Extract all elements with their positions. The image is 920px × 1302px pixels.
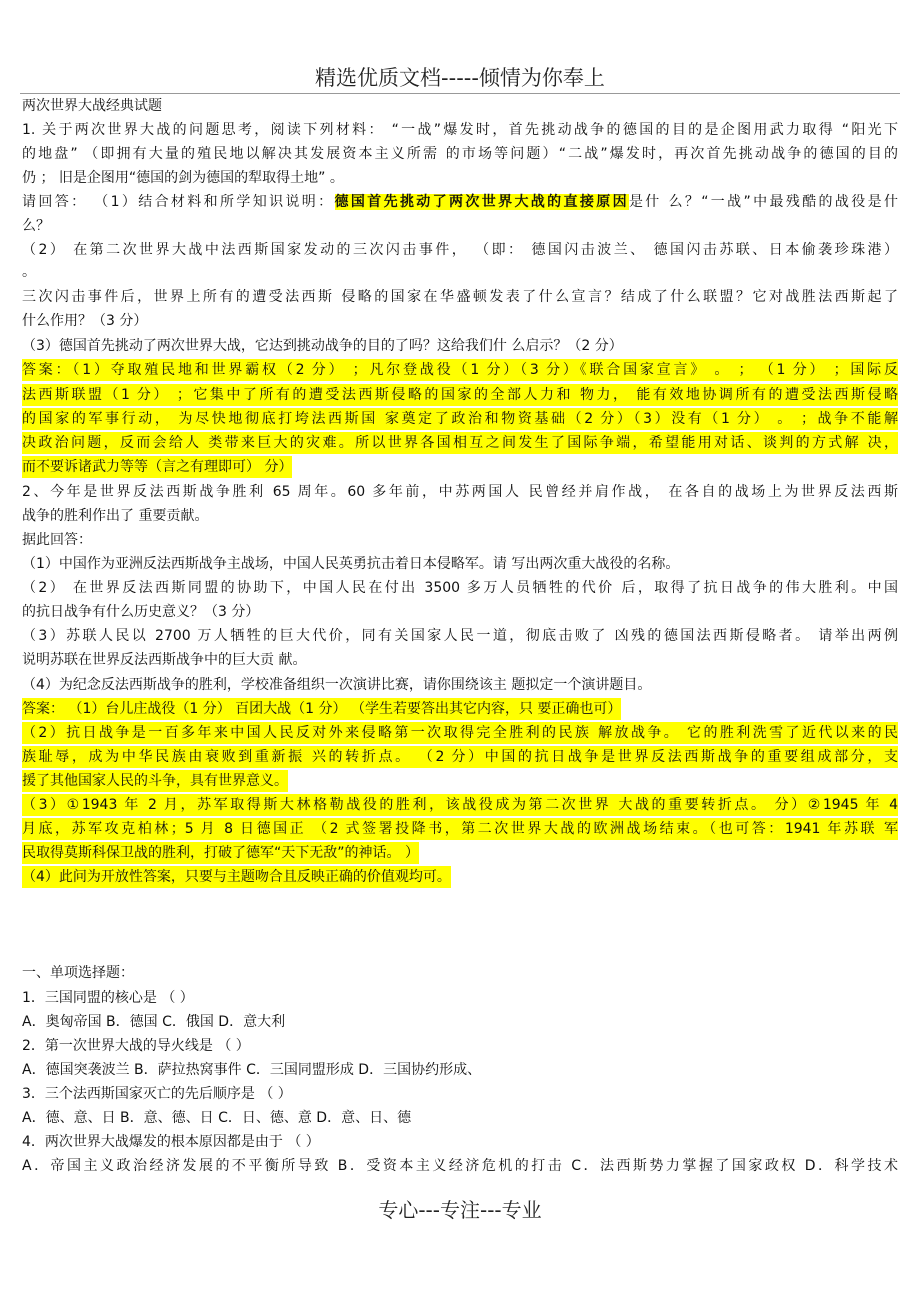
answer-line bbox=[22, 384, 898, 406]
line-text: 1. 关于两次世界大战的问题思考，阅读下列材料： “一战”爆发时，首先挑动战争的德国的目的是企图用武力取得 “阳光下 bbox=[22, 122, 898, 138]
text-line bbox=[22, 286, 898, 308]
text-line bbox=[22, 261, 36, 283]
text-line bbox=[22, 215, 50, 237]
line-text: 2、今年是世界反法西斯战争胜利 65 周年。60 多年前，中苏两国人 民曾经并肩作战， 在各自的战场上为世界反法西斯 bbox=[22, 484, 898, 500]
text-line bbox=[22, 674, 651, 696]
answer-line bbox=[22, 746, 898, 768]
line-text: （3）苏联人民以 2700 万人牺牲的巨大代价，同有关国家人民一道，彻底击败了 凶残的德国法西斯侵略者。 请举出两例 bbox=[22, 628, 898, 644]
answer-line bbox=[22, 866, 451, 888]
text-line bbox=[22, 553, 679, 575]
text-line bbox=[22, 1083, 292, 1105]
line-text: （4）为纪念反法西斯战争的胜利，学校准备组织一次演讲比赛，请你围绕该主 题拟定一个演讲题目。 bbox=[22, 677, 652, 693]
answer-line bbox=[22, 722, 898, 744]
text-line bbox=[22, 601, 259, 623]
line-text: 族耻辱，成为中华民族由衰败到重新振 兴的转折点。 （2 分）中国的抗日战争是世界反法西斯战争的重要组成部分，支 bbox=[22, 749, 898, 765]
line-text: 是什 么？“一战”中最残酷的战役是什 bbox=[628, 194, 898, 210]
line-text: （2）抗日战争是一百多年来中国人民反对外来侵略第一次取得完全胜利的民族 解放战争。 它的胜利洗雪了近代以来的民 bbox=[22, 725, 898, 741]
page-header: 精选优质文档-----倾情为你奉上 bbox=[315, 66, 605, 90]
text-line bbox=[22, 335, 623, 357]
line-text: A．奥匈帝国 B．德国 C．俄国 D．意大利 bbox=[22, 1014, 286, 1030]
line-text: （2） 在第二次世界大战中法西斯国家发动的三次闪击事件， （即： 德国闪击波兰、 德国闪击苏联、日本偷袭珍珠港） bbox=[22, 242, 898, 258]
line-text: 的地盘” （即拥有大量的殖民地以解决其发展资本主义所需 的市场等问题）“二战”爆发时，再次首先挑动战争的德国的目的 bbox=[22, 146, 898, 162]
text-line bbox=[22, 119, 898, 141]
answer-line bbox=[22, 842, 419, 864]
line-text: 三次闪击事件后，世界上所有的遭受法西斯 侵略的国家在华盛顿发表了什么宣言？结成了什么联盟？它对战胜法西斯起了 bbox=[22, 289, 898, 305]
text-line bbox=[22, 1155, 898, 1177]
text-line bbox=[22, 1107, 411, 1129]
answer-line bbox=[22, 432, 898, 454]
line-text: 3．三个法西斯国家灭亡的先后顺序是 （ ） bbox=[22, 1086, 292, 1102]
line-text: 一、单项选择题： bbox=[22, 965, 134, 981]
line-text: 据此回答： bbox=[22, 532, 92, 548]
answer-line bbox=[22, 408, 898, 430]
answer-line bbox=[22, 359, 898, 381]
text-line bbox=[22, 577, 898, 599]
line-text: 答案： （1）台儿庄战役（1 分） 百团大战（1 分） （学生若要答出其它内容，只 要正确也可） bbox=[22, 701, 622, 717]
text-line bbox=[22, 1011, 285, 1033]
answer-line bbox=[22, 456, 292, 478]
line-text: 1．三国同盟的核心是 （ ） bbox=[22, 990, 194, 1006]
text-line bbox=[22, 1035, 250, 1057]
text-line bbox=[22, 1059, 481, 1081]
answer-line bbox=[22, 770, 288, 792]
line-text: （1）中国作为亚洲反法西斯战争主战场，中国人民英勇抗击着日本侵略军。请 写出两次重大战役的名称。 bbox=[22, 556, 680, 572]
line-text: 民取得莫斯科保卫战的胜利，打破了德军“天下无敌”的神话。 ） bbox=[22, 845, 419, 861]
line-text: 。 bbox=[22, 264, 36, 280]
text-line bbox=[22, 95, 162, 117]
line-text: 两次世界大战经典试题 bbox=[22, 98, 162, 114]
line-text: 什么作用？（3 分） bbox=[22, 313, 148, 329]
text-line bbox=[22, 962, 134, 984]
line-text: 的抗日战争有什么历史意义？（3 分） bbox=[22, 604, 260, 620]
line-text: 决政治问题，反而会给人 类带来巨大的灾难。所以世界各国相互之间发生了国际争端，希望能用对话、谈判的方式解 决， bbox=[22, 435, 898, 451]
text-line bbox=[22, 167, 344, 189]
answer-line bbox=[22, 794, 898, 816]
answer-line bbox=[22, 698, 621, 720]
line-text: 说明苏联在世界反法西斯战争中的巨大贡 献。 bbox=[22, 652, 307, 668]
line-text: A．帝国主义政治经济发展的不平衡所导致 B．受资本主义经济危机的打击 C．法西斯势力掌握了国家政权 D．科学技术 bbox=[22, 1158, 898, 1174]
line-text: 战争的胜利作出了 重要贡献。 bbox=[22, 508, 209, 524]
text-line bbox=[22, 239, 898, 261]
text-line bbox=[22, 143, 898, 165]
text-line bbox=[22, 649, 306, 671]
line-text: 法西斯联盟（1 分） ；它集中了所有的遭受法西斯侵略的国家的全部人力和 物力， 能有效地协调所有的遭受法西斯侵略 bbox=[22, 387, 898, 403]
line-text: 的国家的军事行动， 为尽快地彻底打垮法西斯国 家奠定了政治和物资基础（2 分）（3）没有（1 分） 。 ；战争不能解 bbox=[22, 411, 898, 427]
line-text: A．德国突袭波兰 B．萨拉热窝事件 C．三国同盟形成 D．三国协约形成、 bbox=[22, 1062, 482, 1078]
line-text: （3）①1943 年 2 月，苏军取得斯大林格勒战役的胜利，该战役成为第二次世界 大战的重要转折点。 分）②1945 年 4 bbox=[22, 797, 898, 813]
text-line bbox=[22, 505, 208, 527]
answer-line bbox=[22, 818, 898, 840]
text-line bbox=[22, 1131, 320, 1153]
line-text: （2） 在世界反法西斯同盟的协助下，中国人民在付出 3500 多万人员牺牲的代价 后，取得了抗日战争的伟大胜利。中国 bbox=[22, 580, 898, 596]
line-text: 而不要诉诸武力等等（言之有理即可） 分） bbox=[22, 459, 293, 475]
line-text: 4．两次世界大战爆发的根本原因都是由于 （ ） bbox=[22, 1134, 320, 1150]
line-text: A．德、意、日 B．意、德、日 C．日、德、意 D．意、日、德 bbox=[22, 1110, 412, 1126]
line-text: 月底，苏军攻克柏林；5 月 8 日德国正 （2 式签署投降书，第二次世界大战的欧洲战场结束。（也可答：1941 年苏联 军 bbox=[22, 821, 898, 837]
line-text: 仍 ； 旧是企图用“德国的剑为德国的犁取得土地” 。 bbox=[22, 170, 344, 186]
text-line bbox=[22, 191, 898, 213]
text-line bbox=[22, 481, 898, 503]
line-text: 援了其他国家人民的斗争，具有世界意义。 bbox=[22, 773, 288, 789]
line-text: （4）此问为开放性答案，只要与主题吻合且反映正确的价值观均可。 bbox=[22, 869, 451, 885]
text-line bbox=[22, 987, 194, 1009]
header-divider bbox=[20, 93, 900, 94]
line-text: 答案：（1）夺取殖民地和世界霸权（2 分） ；凡尔登战役（1 分）（3 分）《联合国家宣言》 。 ； （1 分） ；国际反 bbox=[22, 362, 898, 378]
text-line bbox=[22, 625, 898, 647]
page-footer: 专心---专注---专业 bbox=[378, 1198, 542, 1222]
highlighted-text: 德国首先挑动了两次世界大战的直接原因 bbox=[334, 194, 629, 210]
text-line bbox=[22, 310, 147, 332]
text-line bbox=[22, 529, 92, 551]
line-text: （3）德国首先挑动了两次世界大战，它达到挑动战争的目的了吗？这给我们什 么启示？（2 分） bbox=[22, 338, 623, 354]
line-text: 么？ bbox=[22, 218, 50, 234]
line-text: 2．第一次世界大战的导火线是 （ ） bbox=[22, 1038, 250, 1054]
line-text: 请回答： （1）结合材料和所学知识说明： bbox=[22, 194, 335, 210]
